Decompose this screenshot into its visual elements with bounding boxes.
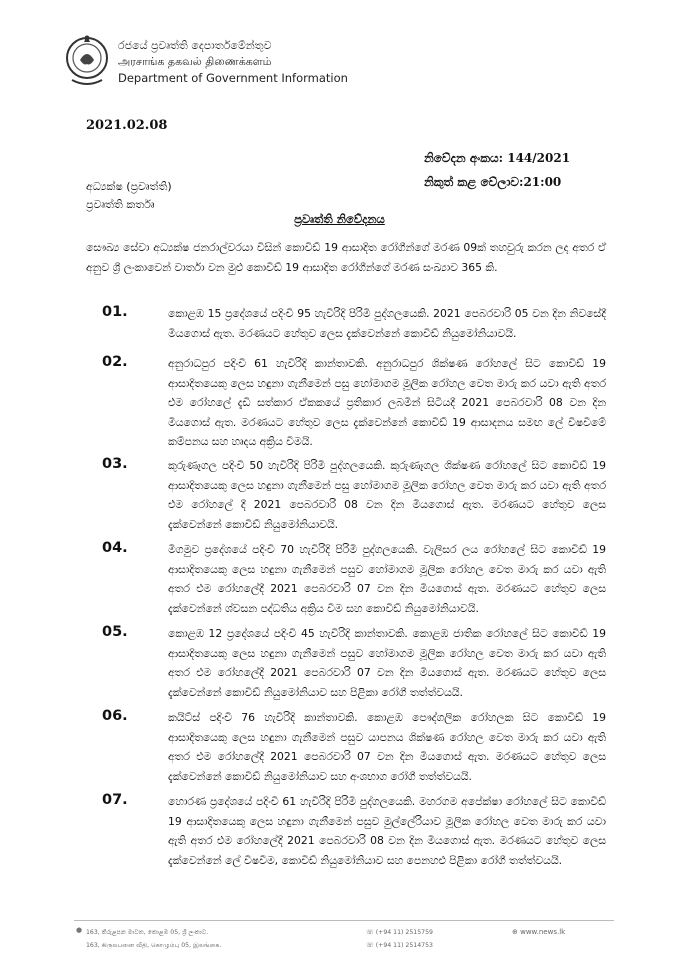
globe-icon: ⊕	[512, 928, 521, 936]
fax-number: (+94 11) 2514753	[375, 942, 433, 949]
footer-address	[86, 926, 221, 952]
case-number: 05.	[102, 624, 128, 640]
fax-icon: ☏	[366, 942, 376, 949]
case-number: 04.	[102, 540, 128, 556]
website-link[interactable]: www.news.lk	[520, 928, 566, 936]
department-header	[118, 38, 348, 86]
case-text: කුරුණෑගල පදිංචි 50 හැවිරිදි පිරිමි පුද්ගලයෙකි. කුරුණෑගල ශික්ෂණ රෝහලේ සිට කොවිඩ් 19 ආසාදිතයෙකු ලෙස හඳුනා ගැනීමෙන් පසු හෝමාගම මූලික රෝහල වෙත මාරු කර යවා ඇති අතර එම රෝහලේ දී 2021 පෙබරවාරි 08 වන දින මියගොස් ඇත. මරණයට හේතුව ලෙස දැක්වෙන්නේ කොවිඩ් නියුමෝනියාවයි.	[168, 459, 606, 531]
release-meta	[424, 146, 570, 194]
location-icon: ●	[76, 926, 83, 934]
footer-phones	[366, 926, 433, 952]
phone-number: (+94 11) 2515759	[375, 929, 433, 936]
footer-divider	[74, 920, 614, 921]
department-name-tamil: அரசாங்க தகவல் திணைக்களம்	[118, 55, 272, 68]
document-title: ප්‍රවෘත්ති නිවේදනය	[294, 212, 385, 226]
issue-time-label: නිකුත් කළ වේලාව:	[424, 175, 524, 189]
recipient: ප්‍රවෘත්ති කර්තෘ	[86, 198, 155, 211]
release-no: 144/2021	[507, 151, 571, 165]
case-number: 07.	[102, 792, 128, 808]
recipient: අධ්‍යක්ෂ (ප්‍රවෘත්ති)	[86, 180, 172, 193]
case-number: 06.	[102, 708, 128, 724]
address-line: 163, කිරුළපන මාවත, කොළඹ 05, ශ්‍රී ලංකාව.	[86, 929, 209, 936]
case-text: කයිට්ස් පදිංචි 76 හැවිරිදි කාන්තාවකි. කොළඹ පෞද්ගලික රෝහලක සිට කොවිඩ් 19 ආසාදිතයෙකු ලෙස හඳුනා ගැනීමෙන් පසුව යාපනය ශික්ෂණ රෝහල වෙත මාරු කර යවා ඇති අතර එම රෝහලේදී 2021 පෙබරවාරි 07 වන දින මියගොස් ඇත. මරණයට හේතුව ලෙස දැක්වෙන්නේ කොවිඩ් නියුමෝනියාව සහ අංශභාග රෝගී තත්ත්වයයි.	[168, 711, 606, 783]
department-name-sinhala: රජයේ ප්‍රවෘත්ති දෙපාර්තමේන්තුව	[118, 39, 272, 52]
case-number: 03.	[102, 456, 128, 472]
issue-time: 21:00	[523, 175, 562, 189]
case-number: 02.	[102, 354, 128, 370]
sri-lanka-emblem-icon	[64, 30, 110, 90]
case-text: කොළඹ 15 ප්‍රදේශයේ පදිංචි 95 හැවිරිදි පිරිමි පුද්ගලයෙකි. 2021 පෙබරවාරි 05 වන දින නිවසේදී මියගොස් ඇත. මරණයට හේතුව ලෙස දැක්වෙන්නේ කොවිඩ් නියුමෝනියාවයි.	[168, 307, 606, 340]
intro-paragraph: සෞඛ්‍ය සේවා අධ්‍යක්ෂ ජනරාල්වරයා විසින් කොවිඩ් 19 ආසාදිත රෝගීන්ගේ මරණ 09ක් තහවුරු කරන ලද අතර ඒ අනුව ශ්‍රී ලංකාවෙන් වාර්තා වන මුළු කොවිඩ් 19 ආසාදිත රෝගීන්ගේ මරණ සංඛ්‍යාව 365 කි.	[86, 241, 606, 274]
case-text: මිගමුව ප්‍රදේශයේ පදිංචි 70 හැවිරිදි පිරිමි පුද්ගලයෙකි. වැලිසර ලය රෝහලේ සිට කොවිඩ් 19 ආසාදිතයෙකු ලෙස හඳුනා ගැනීමෙන් පසුව හෝමාගම මූලික රෝහල වෙත මාරු කර යවා ඇති අතර එම රෝහලේදී 2021 පෙබරවාරි 07 වන දින මියගොස් ඇත. මරණයට හේතුව ලෙස දැක්වෙන්නේ ශ්වසන පද්ධතිය අක්‍රිය වීම සහ කොවිඩ් නියුමෝනියාවයි.	[168, 543, 606, 615]
case-text: කොළඹ 12 ප්‍රදේශයේ පදිංචි 45 හැවිරිදි කාන්තාවකි. කොළඹ ජාතික රෝහලේ සිට කොවිඩ් 19 ආසාදිතයෙකු ලෙස හඳුනා ගැනීමෙන් පසුව හෝමාගම මූලික රෝහල වෙත මාරු කර යවා ඇති අතර එම රෝහලේදී 2021 පෙබරවාරි 07 වන දින මියගොස් ඇත. මරණයට හේතුව ලෙස දැක්වෙන්නේ කොවිඩ් නියුමෝනියාව සහ පිළිකා රෝගී තත්ත්වයයි.	[168, 627, 606, 699]
phone-icon: ☏	[366, 929, 376, 936]
recipients	[86, 178, 172, 214]
footer-website	[512, 926, 565, 939]
address-line: 163, கிருலபனை வீதி, கொழும்பு 05, இலங்கை.	[86, 942, 222, 949]
case-text: හොරණ ප්‍රදේශයේ පදිංචි 61 හැවිරිදි පිරිමි පුද්ගලයෙකි. මහරගම අපේක්ෂා රෝහලේ සිට කොවිඩ් 19 ආසාදිතයෙකු ලෙස හඳුනා ගැනීමෙන් පසුව මුල්ලේරියාව මූලික රෝහල වෙත මාරු කර යවා ඇති අතර එම රෝහලේදී 2021 පෙබරවාරි 08 වන දින මියගොස් ඇත. මරණයට හේතුව ලෙස දැක්වෙන්නේ ලේ විෂවීම, කොවිඩ් නියුමෝනියාව සහ පෙනහළු පිළිකා රෝගී තත්ත්වයයි.	[168, 795, 606, 867]
department-name-english: Department of Government Information	[118, 71, 348, 85]
release-date: 2021.02.08	[86, 118, 168, 133]
case-text: අනුරාධපුර පදිංචි 61 හැවිරිදි කාන්තාවකි. අනුරාධපුර ශික්ෂණ රෝහලේ සිට කොවිඩ් 19 ආසාදිතයෙකු ලෙස හඳුනා ගැනීමෙන් පසු හෝමාගම මූලික රෝහල වෙත මාරු කර යවා ඇති අතර එම රෝහලේ දැඩි සත්කාර ඒකකයේ ප්‍රතිකාර ලබමින් සිටියදී 2021 පෙබරවාරි 08 වන දින මියගොස් ඇත. මරණයට හේතුව ලෙස දැක්වෙන්නේ කොවිඩ් 19 ආසාදනය සමඟ ලේ විෂවීමේ කම්පනය සහ හෘදය අක්‍රිය වීමයි.	[168, 357, 606, 449]
case-number: 01.	[102, 304, 128, 320]
release-no-label: නිවේදන අංකය:	[424, 151, 504, 165]
